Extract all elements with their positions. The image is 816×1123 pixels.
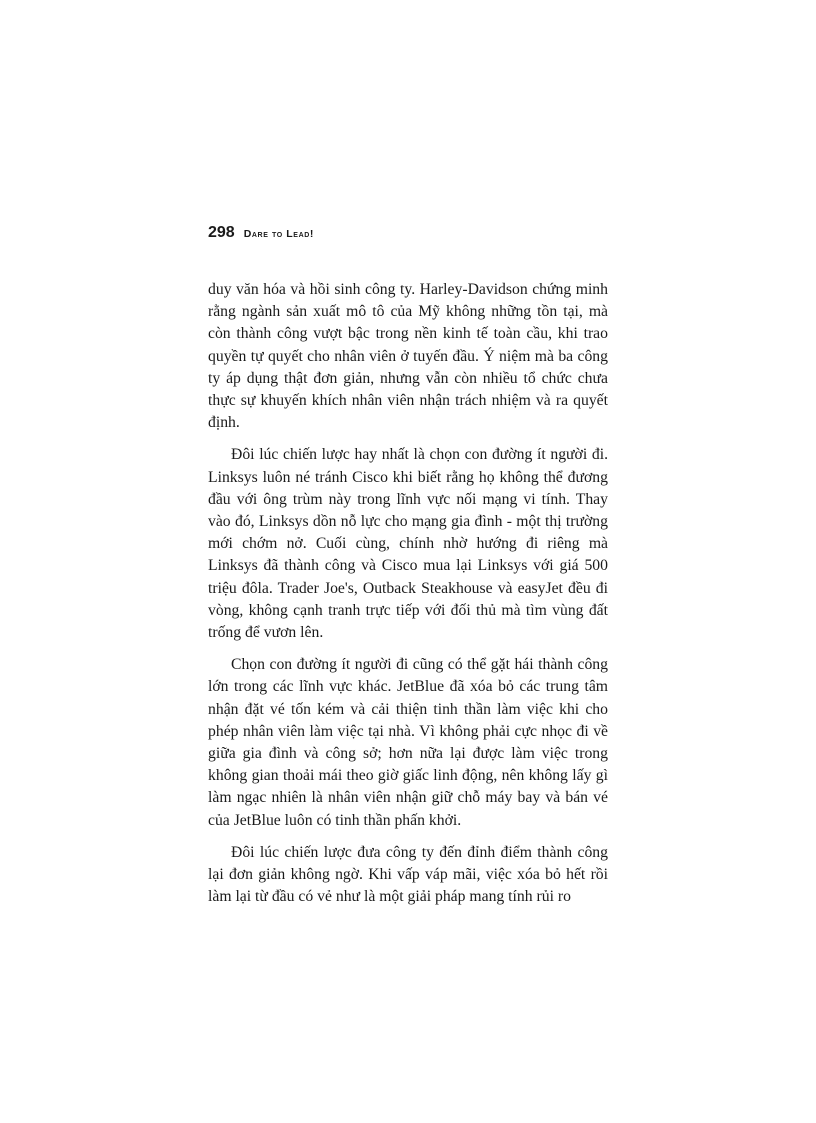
body-text (208, 279, 608, 918)
page-number: 298 (208, 224, 235, 241)
paragraph: Đôi lúc chiến lược hay nhất là chọn con đường ít người đi. Linksys luôn né tránh Cisco khi biết rằng họ không thể đương đầu với ông trùm này trong lĩnh vực nối mạng vi tính. Thay vào đó, Linksys dồn nỗ lực cho mạng gia đình - một thị trường mới chớm nở. Cuối cùng, chính nhờ hướng đi riêng mà Linksys đã thành công và Cisco mua lại Linksys với giá 500 triệu đôla. Trader Joe's, Outback Steakhouse và easyJet đều đi vòng, không cạnh tranh trực tiếp với đối thủ mà tìm vùng đất trống để vươn lên. (208, 446, 608, 642)
running-header (208, 224, 608, 248)
paragraph-continued: duy văn hóa và hồi sinh công ty. Harley-Davidson chứng minh rằng ngành sản xuất mô tô của Mỹ không những tồn tại, mà còn thành công vượt bậc trong nền kinh tế toàn cầu, khi trao quyền tự quyết cho nhân viên ở tuyến đầu. Ý niệm mà ba công ty áp dụng thật đơn giản, nhưng vẫn còn nhiều tổ chức chưa thực sự khuyến khích nhân viên nhận trách nhiệm và ra quyết định. (208, 281, 608, 432)
paragraph: Chọn con đường ít người đi cũng có thể gặt hái thành công lớn trong các lĩnh vực khác. JetBlue đã xóa bỏ các trung tâm nhận đặt vé tốn kém và cải thiện tinh thần làm việc khi cho phép nhân viên làm việc tại nhà. Vì không phải cực nhọc đi về giữa gia đình và công sở; hơn nữa lại được làm việc trong không gian thoải mái theo giờ giấc linh động, nên không lấy gì làm ngạc nhiên là nhân viên nhận giữ chỗ máy bay và bán vé của JetBlue luôn có tinh thần phấn khởi. (208, 656, 608, 829)
running-title: Dare to Lead! (243, 228, 314, 240)
paragraph: Đôi lúc chiến lược đưa công ty đến đỉnh điểm thành công lại đơn giản không ngờ. Khi vấp váp mãi, việc xóa bỏ hết rồi làm lại từ đầu có vẻ như là một giải pháp mang tính rủi ro (208, 843, 608, 906)
